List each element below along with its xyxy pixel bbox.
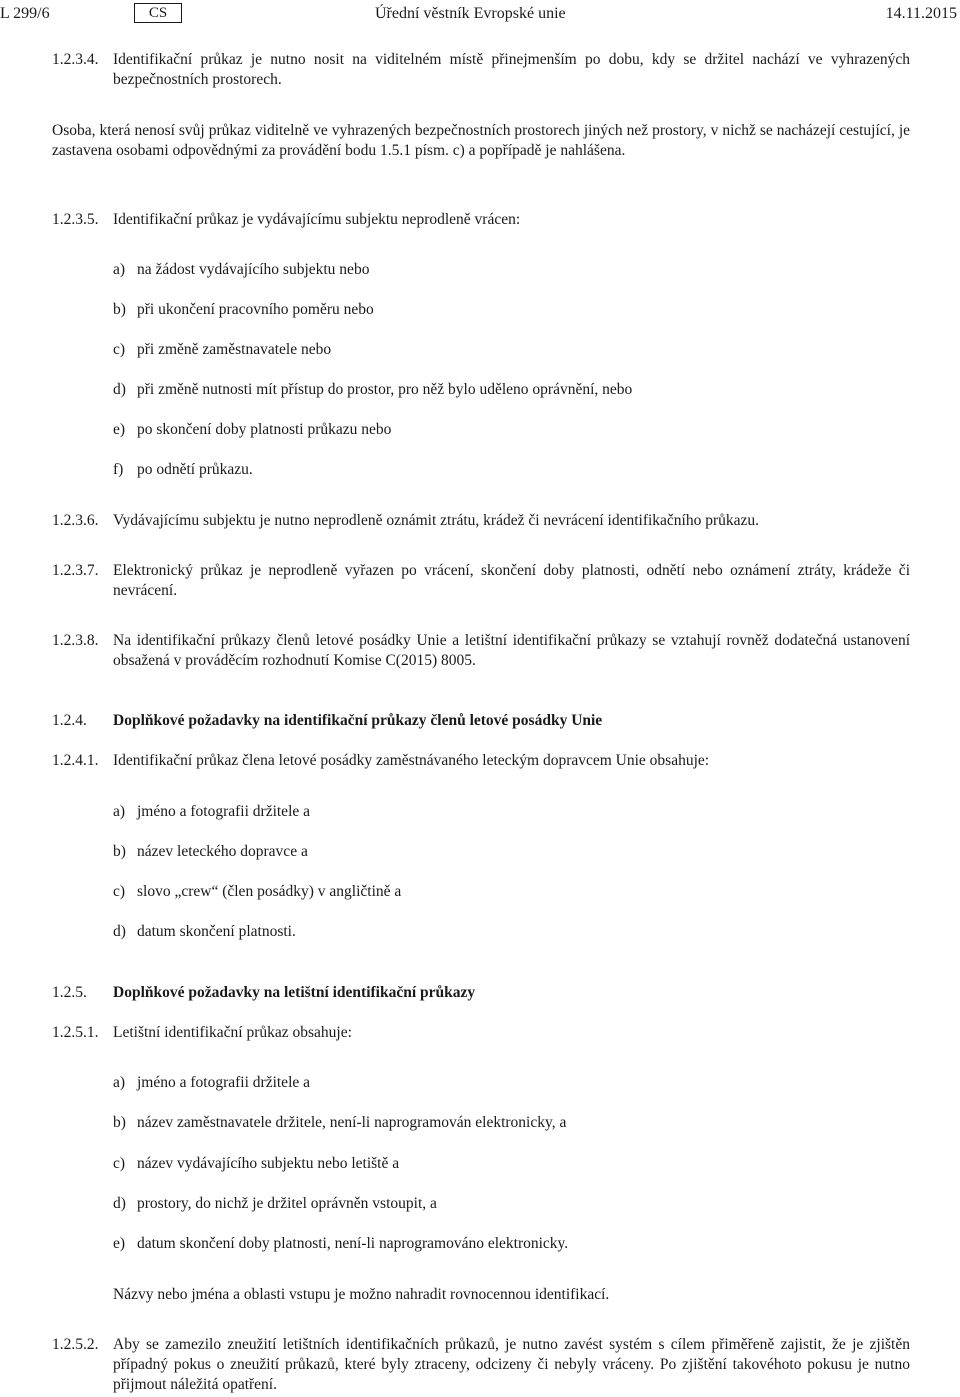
section-heading-1-2-4: Doplňkové požadavky na identifikační průkazy členů letové posádky Unie — [113, 712, 603, 729]
list-item-label: b) — [113, 1114, 126, 1131]
list-item-label: c) — [113, 341, 126, 358]
list-item — [113, 882, 401, 902]
list-item-label: a) — [113, 803, 126, 820]
list-item-label: a) — [113, 1074, 126, 1091]
language-badge: CS — [134, 3, 182, 23]
publication-date: 14.11.2015 — [885, 5, 957, 22]
list-item — [113, 420, 391, 440]
list-item — [113, 1194, 437, 1214]
page-reference: L 299/6 — [0, 5, 50, 22]
section-heading-1-2-5: Doplňkové požadavky na letištní identifikační průkazy — [113, 984, 476, 1001]
list-item — [113, 802, 310, 822]
list-item-label: d) — [113, 1195, 126, 1212]
section-note-1-2-3-4: Osoba, která nenosí svůj průkaz viditelně ve vyhrazených bezpečnostních prostorech jiných než prostory, v nichž se nacházejí cestující, je zastavena osobami odpovědnými za provádění bodu 1.5.1 písm. c) a popřípadě je nahlášena. — [52, 122, 910, 159]
section-note-1-2-5-1: Názvy nebo jména a oblasti vstupu je možno nahradit rovnocennou identifikací. — [113, 1286, 610, 1303]
list-item — [113, 922, 296, 942]
list-item-label: b) — [113, 843, 126, 860]
section-number-1-2-4: 1.2.4. — [52, 712, 87, 729]
section-number-1-2-3-5: 1.2.3.5. — [52, 211, 99, 228]
journal-title: Úřední věstník Evropské unie — [375, 5, 566, 22]
list-item-text: slovo „crew“ (člen posádky) v angličtině a — [137, 883, 402, 900]
section-text-1-2-3-6: Vydávajícímu subjektu je nutno neprodleně oznámit ztrátu, krádež či nevrácení identifikačního průkazu. — [113, 512, 760, 529]
list-item — [113, 842, 308, 862]
list-item-label: c) — [113, 883, 126, 900]
section-text-1-2-3-7: Elektronický průkaz je neprodleně vyřazen po vrácení, skončení doby platnosti, odnětí nebo oznámení ztráty, krádeže či nevrácení. — [113, 562, 910, 599]
page-header — [0, 0, 960, 26]
section-number-1-2-3-6: 1.2.3.6. — [52, 512, 99, 529]
list-item — [113, 300, 374, 320]
section-text-1-2-4-1: Identifikační průkaz člena letové posádky zaměstnávaného leteckým dopravcem Unie obsahuje: — [113, 752, 710, 769]
section-number-1-2-3-8: 1.2.3.8. — [52, 632, 99, 649]
list-item — [113, 1154, 399, 1174]
list-item-text: název zaměstnavatele držitele, není-li naprogramován elektronicky, a — [137, 1114, 567, 1131]
section-number-1-2-5: 1.2.5. — [52, 984, 87, 1001]
section-text-1-2-5-2: Aby se zamezilo zneužití letištních identifikačních průkazů, je nutno zavést systém s cílem přiměřeně zajistit, že je zjištěn případný pokus o zneužití průkazů, které byly ztraceny, odcizeny či nebyly vráceny. Po zjištění takovéhoto pokusu je nutno přijmout náležitá opatření. — [113, 1336, 910, 1393]
section-text-1-2-3-8: Na identifikační průkazy členů letové posádky Unie a letištní identifikační průkazy se vztahují rovněž dodatečná ustanovení obsažená v prováděcím rozhodnutí Komise C(2015) 8005. — [113, 632, 910, 669]
list-item-label: c) — [113, 1155, 126, 1172]
list-item-text: při změně nutnosti mít přístup do prostor, pro něž bylo uděleno oprávnění, nebo — [137, 381, 633, 398]
list-item — [113, 1113, 566, 1133]
list-item-text: prostory, do nichž je držitel oprávněn vstoupit, a — [137, 1195, 437, 1212]
list-item-text: datum skončení doby platnosti, není-li naprogramováno elektronicky. — [137, 1235, 569, 1252]
section-number-1-2-3-4: 1.2.3.4. — [52, 51, 99, 68]
list-item — [113, 460, 253, 480]
list-item-label: d) — [113, 923, 126, 940]
list-item — [113, 380, 632, 400]
list-item — [113, 340, 331, 360]
section-number-1-2-4-1: 1.2.4.1. — [52, 752, 99, 769]
list-item-text: po odnětí průkazu. — [137, 461, 253, 478]
list-item-label: e) — [113, 421, 126, 438]
list-item — [113, 260, 369, 280]
section-text-1-2-3-4: Identifikační průkaz je nutno nosit na viditelném místě přinejmenším po dobu, kdy se držitel nachází ve vyhrazených bezpečnostních prostorech. — [113, 51, 910, 88]
list-item-text: jméno a fotografii držitele a — [137, 1074, 311, 1091]
list-item-label: e) — [113, 1235, 126, 1252]
section-text-1-2-5-1: Letištní identifikační průkaz obsahuje: — [113, 1024, 352, 1041]
section-text-1-2-3-5: Identifikační průkaz je vydávajícímu subjektu neprodleně vrácen: — [113, 211, 521, 228]
section-number-1-2-3-7: 1.2.3.7. — [52, 562, 99, 579]
list-item-label: f) — [113, 461, 124, 478]
list-item — [113, 1073, 310, 1093]
section-number-1-2-5-1: 1.2.5.1. — [52, 1024, 99, 1041]
list-item-text: po skončení doby platnosti průkazu nebo — [137, 421, 392, 438]
list-item-text: název leteckého dopravce a — [137, 843, 308, 860]
list-item-label: b) — [113, 301, 126, 318]
list-item-text: jméno a fotografii držitele a — [137, 803, 311, 820]
list-item-text: název vydávajícího subjektu nebo letiště a — [137, 1155, 400, 1172]
list-item-text: datum skončení platnosti. — [137, 923, 296, 940]
list-item-text: při změně zaměstnavatele nebo — [137, 341, 332, 358]
list-item-text: na žádost vydávajícího subjektu nebo — [137, 261, 370, 278]
section-number-1-2-5-2: 1.2.5.2. — [52, 1336, 99, 1353]
list-item-label: d) — [113, 381, 126, 398]
list-item-label: a) — [113, 261, 126, 278]
list-item — [113, 1234, 568, 1254]
list-item-text: při ukončení pracovního poměru nebo — [137, 301, 374, 318]
